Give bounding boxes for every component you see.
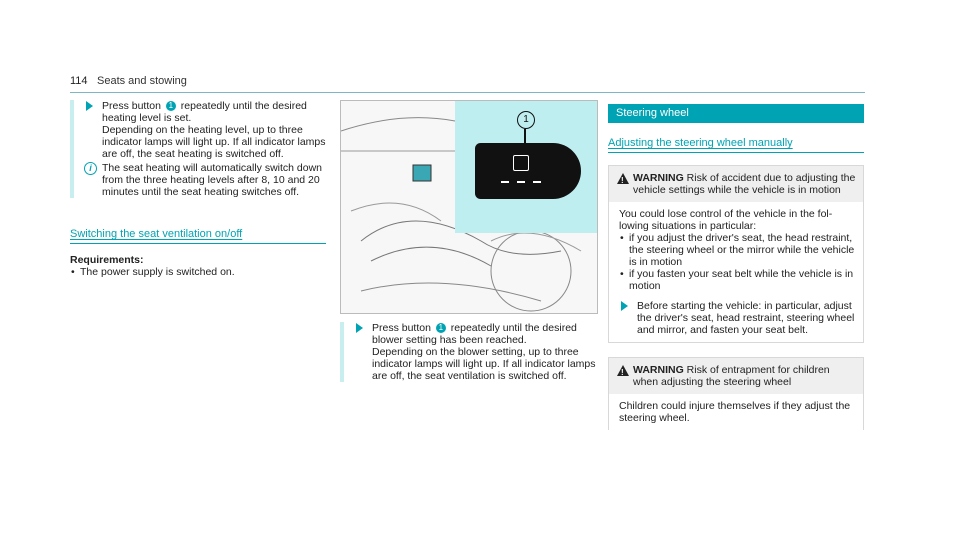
step-arrow-icon <box>86 101 93 111</box>
warning-bullet: • if you fasten your seat belt while the vehicle is in motion <box>619 268 855 292</box>
ventilation-instructions <box>340 322 596 382</box>
callout-leader-line <box>524 129 526 143</box>
seat-ventilation-icon <box>513 155 529 171</box>
info-icon: i <box>84 162 97 175</box>
warning-box-accident: ! WARNING Risk of accident due to adjusting the vehicle settings while the vehicle is in motion You could lose control of the vehicle in the following situations in particular: • if you adjust the driver's seat, the head restraint, the steering wheel or the mirror while the vehicle is in motion • if you fasten your seat belt while the vehicle is in motion Before starting the vehicle: in particular, adjust the driver's seat, head restraint, steering wheel and mirror, and fasten your seat belt. <box>608 165 864 343</box>
warning-body: Children could injure themselves if they adjust the steering wheel. <box>619 400 851 424</box>
step-arrow-icon <box>621 301 628 311</box>
button-callout-badge: 1 <box>436 323 446 333</box>
warning-icon <box>617 173 629 184</box>
heating-instructions <box>70 100 326 198</box>
warning-box-entrapment: ! WARNING Risk of entrapment for children when adjusting the steering wheel Children could injure themselves if they adjust the steering wheel. <box>608 357 864 430</box>
section-heading-steering-wheel: Steering wheel <box>608 104 864 123</box>
step-detail: Depending on the blower setting, up to three indicator lamps will light up. If all indicator lamps are off, the seat ventilation is switched off. <box>372 346 596 382</box>
ventilation-button-panel <box>475 143 581 199</box>
indicator-lamps <box>501 181 543 183</box>
warning-step: Before starting the vehicle: in particular, adjust the driver's seat, head restraint, steering wheel and mirror, and fasten your seat belt. <box>619 300 855 336</box>
button-callout-badge: 1 <box>166 101 176 111</box>
step-arrow-icon <box>356 323 363 333</box>
subheading-seat-ventilation: Switching the seat ventilation on/off <box>70 228 326 244</box>
warning-icon <box>617 365 629 376</box>
callout-number: 1 <box>517 111 535 129</box>
zoom-inset <box>455 101 597 233</box>
requirement-item: • The power supply is switched on. <box>70 266 326 278</box>
step-press-button-ventilation: Press button 1 repeatedly until the desired blower setting has been reached. Depending on the blower setting, up to three indicator lamps will light up. If all indicator lamps are off, the seat ventilation is switched off. <box>354 322 596 382</box>
section-title: Seats and stowing <box>97 75 187 87</box>
right-column <box>608 104 864 430</box>
subheading-adjust-steering: Adjusting the steering wheel manually <box>608 131 864 153</box>
warning-bullet: • if you adjust the driver's seat, the head restraint, the steering wheel or the mirror while the vehicle is in motion <box>619 232 855 268</box>
seat-ventilation-figure <box>340 100 598 314</box>
page-number: 114 <box>70 75 88 87</box>
info-note: i The seat heating will automatically switch down from the three heating levels after 8, 10 and 20 minutes until the seat heating switches off. <box>84 162 326 198</box>
step-press-button: Press button 1 repeatedly until the desired heating level is set. Depending on the heating level, up to three indicator lamps will light up. If all indicator lamps are off, the seat heating is switched off. <box>84 100 326 160</box>
warning-body: You could lose control of the vehicle in the following situations in particular: <box>619 208 833 232</box>
middle-column <box>340 322 596 382</box>
left-column <box>70 100 326 278</box>
requirements-title: Requirements: <box>70 254 144 266</box>
step-detail: Depending on the heating level, up to three indicator lamps will light up. If all indicator lamps are off, the seat heating is switched off. <box>102 124 326 160</box>
page-header <box>70 74 865 93</box>
